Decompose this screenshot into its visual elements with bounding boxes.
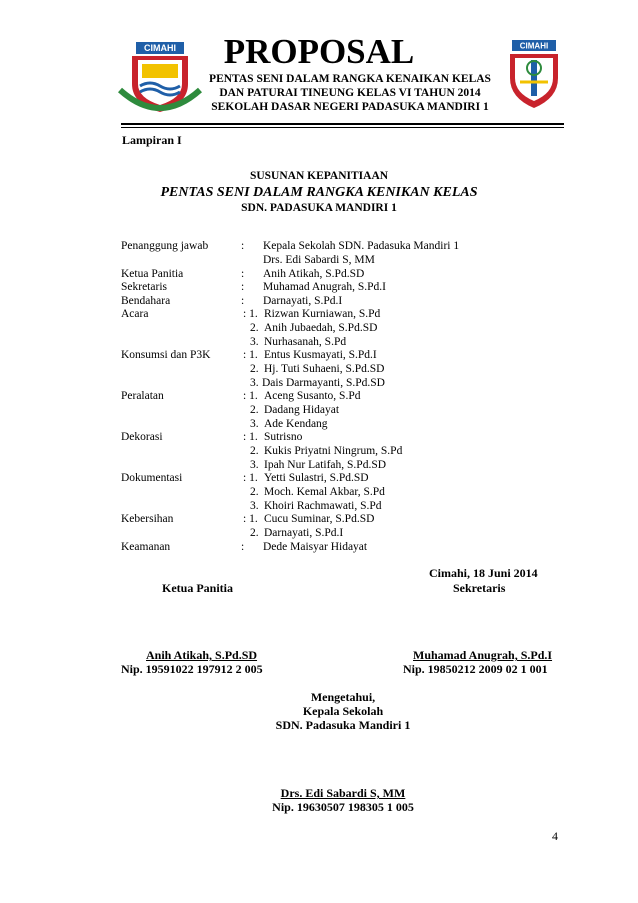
heading-line-2: PENTAS SENI DALAM RANGKA KENIKAN KELAS <box>160 185 478 200</box>
member-name: Dais Darmayanti, S.Pd.SD <box>262 377 385 389</box>
member-name: Cucu Suminar, S.Pd.SD <box>264 513 375 525</box>
attachment-label: Lampiran I <box>122 133 182 147</box>
headmaster-title: Kepala Sekolah <box>302 704 384 718</box>
member-name: Moch. Kemal Akbar, S.Pd <box>264 486 385 498</box>
left-logo-text: CIMAHI <box>144 43 176 53</box>
member-name: Yetti Sulastri, S.Pd.SD <box>264 472 369 484</box>
place-date: Cimahi, 18 Juni 2014 <box>429 566 538 580</box>
subtitle-line-1: PENTAS SENI DALAM RANGKA KENAIKAN KELAS <box>209 73 491 85</box>
list-marker: 3. <box>250 377 259 389</box>
member-name: Drs. Edi Sabardi S, MM <box>263 254 375 266</box>
colon: : <box>241 240 245 252</box>
member-name: Aceng Susanto, S.Pd <box>264 390 361 402</box>
member-name: Nurhasanah, S.Pd <box>264 336 347 348</box>
list-marker: 3. <box>250 500 259 512</box>
list-marker: 3. <box>250 336 259 348</box>
secretary-nip: Nip. 19850212 2009 02 1 001 <box>403 662 548 676</box>
chair-nip: Nip. 19591022 197912 2 005 <box>121 662 263 676</box>
member-name: Rizwan Kurniawan, S.Pd <box>264 308 381 320</box>
role-label: Acara <box>121 308 149 320</box>
member-name: Ade Kendang <box>264 418 328 430</box>
header-rule-thick <box>121 123 564 125</box>
member-name: Sutrisno <box>264 431 303 443</box>
role-label: Dekorasi <box>121 431 163 443</box>
list-marker: 2. <box>250 486 259 498</box>
list-marker: 2. <box>250 363 259 375</box>
colon: : <box>241 268 245 280</box>
page-number: 4 <box>552 829 558 843</box>
member-name: Ipah Nur Latifah, S.Pd.SD <box>264 459 387 471</box>
member-name: Darnayati, S.Pd.I <box>263 295 343 307</box>
secretary-title: Sekretaris <box>453 581 506 595</box>
list-marker: 2. <box>250 527 259 539</box>
list-marker: : 1. <box>243 472 258 484</box>
member-name: Entus Kusmayati, S.Pd.I <box>264 349 377 361</box>
role-label: Penanggung jawab <box>121 240 209 252</box>
header-rule-thin <box>121 127 564 128</box>
list-marker: 2. <box>250 322 259 334</box>
right-logo-text: CIMAHI <box>519 41 549 51</box>
school-name: SDN. Padasuka Mandiri 1 <box>275 718 411 732</box>
headmaster-nip: Nip. 19630507 198305 1 005 <box>272 800 414 814</box>
chair-title: Ketua Panitia <box>162 581 233 595</box>
member-name: Anih Jubaedah, S.Pd.SD <box>264 322 378 334</box>
member-name: Kukis Priyatni Ningrum, S.Pd <box>264 445 403 457</box>
list-marker: : 1. <box>243 349 258 361</box>
subtitle-line-2: DAN PATURAI TINEUNG KELAS VI TAHUN 2014 <box>219 87 481 99</box>
role-label: Peralatan <box>121 390 164 402</box>
colon: : <box>241 295 245 307</box>
member-name: Kepala Sekolah SDN. Padasuka Mandiri 1 <box>263 240 460 252</box>
colon: : <box>241 541 245 553</box>
list-marker: 3. <box>250 459 259 471</box>
secretary-name: Muhamad Anugrah, S.Pd.I <box>413 648 553 662</box>
member-name: Khoiri Rachmawati, S.Pd <box>264 500 382 512</box>
list-marker: : 1. <box>243 431 258 443</box>
list-marker: 3. <box>250 418 259 430</box>
subtitle-line-3: SEKOLAH DASAR NEGERI PADASUKA MANDIRI 1 <box>211 101 489 113</box>
member-name: Darnayati, S.Pd.I <box>264 527 344 539</box>
list-marker: 2. <box>250 404 259 416</box>
role-label: Kebersihan <box>121 513 174 525</box>
role-label: Dokumentasi <box>121 472 183 484</box>
member-name: Dadang Hidayat <box>264 404 340 416</box>
heading-line-1: SUSUNAN KEPANITIAAN <box>249 170 389 182</box>
headmaster-name: Drs. Edi Sabardi S, MM <box>280 786 406 800</box>
document-title: PROPOSAL <box>223 32 415 71</box>
role-label: Konsumsi dan P3K <box>121 349 211 361</box>
heading-line-3: SDN. PADASUKA MANDIRI 1 <box>241 202 397 214</box>
chair-name: Anih Atikah, S.Pd.SD <box>146 648 258 662</box>
list-marker: : 1. <box>243 390 258 402</box>
list-marker: 2. <box>250 445 259 457</box>
member-name: Anih Atikah, S.Pd.SD <box>263 268 365 280</box>
list-marker: : 1. <box>243 513 258 525</box>
role-label: Keamanan <box>121 541 171 553</box>
member-name: Dede Maisyar Hidayat <box>263 541 368 553</box>
role-label: Ketua Panitia <box>121 268 184 280</box>
member-name: Hj. Tuti Suhaeni, S.Pd.SD <box>264 363 385 375</box>
acknowledged-label: Mengetahui, <box>310 690 376 704</box>
role-label: Bendahara <box>121 295 171 307</box>
member-name: Muhamad Anugrah, S.Pd.I <box>263 281 386 293</box>
list-marker: : 1. <box>243 308 258 320</box>
role-label: Sekretaris <box>121 281 167 293</box>
colon: : <box>241 281 245 293</box>
